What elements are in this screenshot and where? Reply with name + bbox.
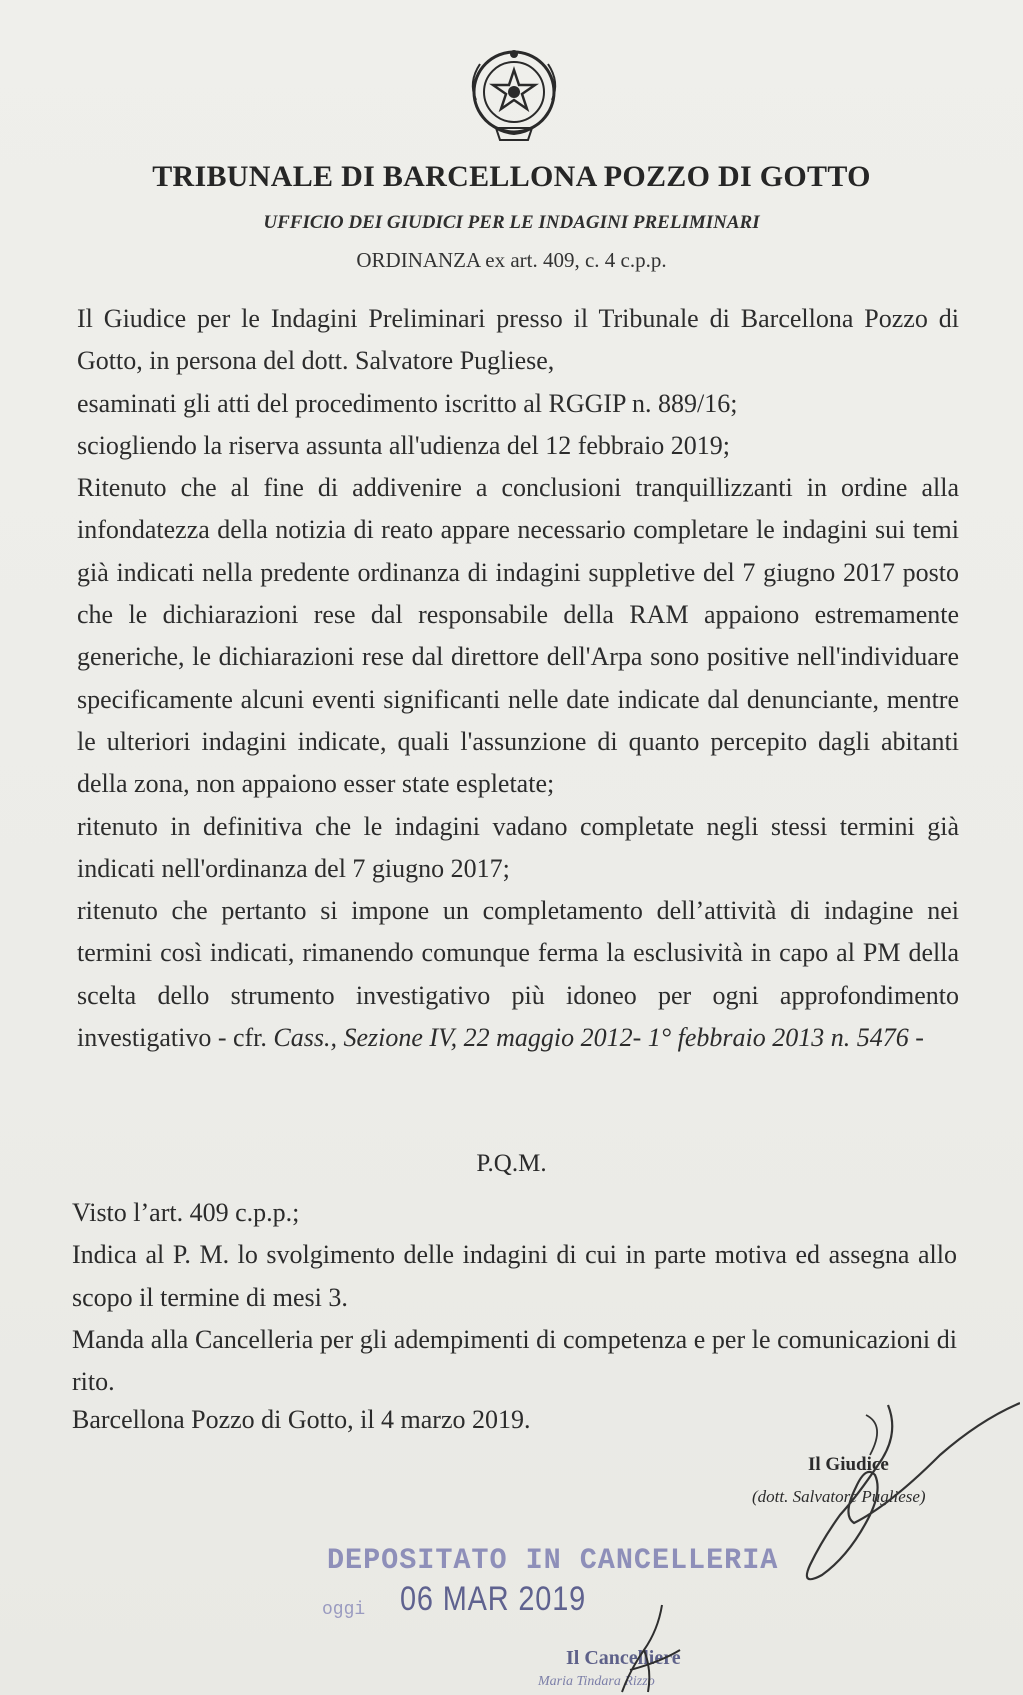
dispositive-line-2: Indica al P. M. lo svolgimento delle indagini di cui in parte motiva ed assegna allo scopo il termine di mesi 3. bbox=[72, 1240, 957, 1312]
filing-stamp-prefix: oggi bbox=[322, 1600, 366, 1620]
recital-paragraph-3 bbox=[77, 890, 959, 1059]
filing-stamp-header: DEPOSITATO IN CANCELLERIA bbox=[327, 1544, 779, 1578]
chancellor-name: Maria Tindara Rizzo bbox=[538, 1674, 655, 1689]
dispositive-line-1: Visto l’art. 409 c.p.p.; bbox=[72, 1198, 300, 1227]
dispositive-line-3: Manda alla Cancelleria per gli adempimenti di competenza e per le comunicazioni di rito. bbox=[72, 1324, 957, 1397]
judge-title: Il Giudice bbox=[808, 1454, 889, 1475]
dispositive-section bbox=[72, 1192, 957, 1403]
intro-paragraph-1: Il Giudice per le Indagini Preliminari presso il Tribunale di Barcellona Pozzo di Gotto, in persona del dott. Salvatore Pugliese, bbox=[77, 304, 959, 376]
place-and-date: Barcellona Pozzo di Gotto, il 4 marzo 2019. bbox=[72, 1405, 531, 1434]
recital-paragraph-1: Ritenuto che al fine di addivenire a conclusioni tranquillizzanti in ordine alla infondatezza della notizia di reato appare necessario completare le indagini sui temi già indicati nella predente ordinanza di indagini suppletive del 7 giugno 2017 posto che le dichiarazioni rese dal responsabile della RAM appaiono estremamente generiche, le dichiarazioni rese dal direttore dell'Arpa sono positive nell'individuare specificamente alcuni eventi significanti nelle date indicate dal denunciante, mentre le ulteriori indagini indicate, quali l'assunzione di quanto percepito dagli abitanti della zona, non appaiono esser state espletate; bbox=[77, 473, 959, 799]
filing-stamp-date: 06 MAR 2019 bbox=[400, 1580, 587, 1618]
pqm-heading: P.Q.M. bbox=[476, 1150, 547, 1177]
recital-text: ritenuto che pertanto si impone un completamento dell’attività di indagine nei termini così indicati, rimanendo comunque ferma la esclusività in capo al PM della scelta dello strumento investigativo più idoneo per ogni approfondimento investigativo - cfr. bbox=[77, 896, 959, 1053]
judge-signature bbox=[770, 1395, 1020, 1605]
case-citation: Cass., Sezione IV, 22 maggio 2012- 1° febbraio 2013 n. 5476 - bbox=[273, 1023, 924, 1053]
chancellor-signature bbox=[600, 1600, 690, 1695]
order-type: ORDINANZA ex art. 409, c. 4 c.p.p. bbox=[356, 248, 667, 272]
italian-republic-emblem bbox=[462, 42, 566, 146]
court-name: TRIBUNALE DI BARCELLONA POZZO DI GOTTO bbox=[152, 160, 871, 193]
office-name: UFFICIO DEI GIUDICI PER LE INDAGINI PRELIMINARI bbox=[263, 212, 760, 233]
intro-paragraph-2: esaminati gli atti del procedimento iscritto al RGGIP n. 889/16; bbox=[77, 388, 738, 418]
judge-name: (dott. Salvatore Pugliese) bbox=[752, 1487, 926, 1506]
intro-paragraph-3: sciogliendo la riserva assunta all'udienza del 12 febbraio 2019; bbox=[77, 430, 731, 460]
order-body bbox=[77, 298, 959, 1059]
chancellor-title: Il Cancelliere bbox=[566, 1647, 681, 1669]
recital-paragraph-2: ritenuto in definitiva che le indagini vadano completate negli stessi termini già indicati nell'ordinanza del 7 giugno 2017; bbox=[77, 811, 959, 883]
